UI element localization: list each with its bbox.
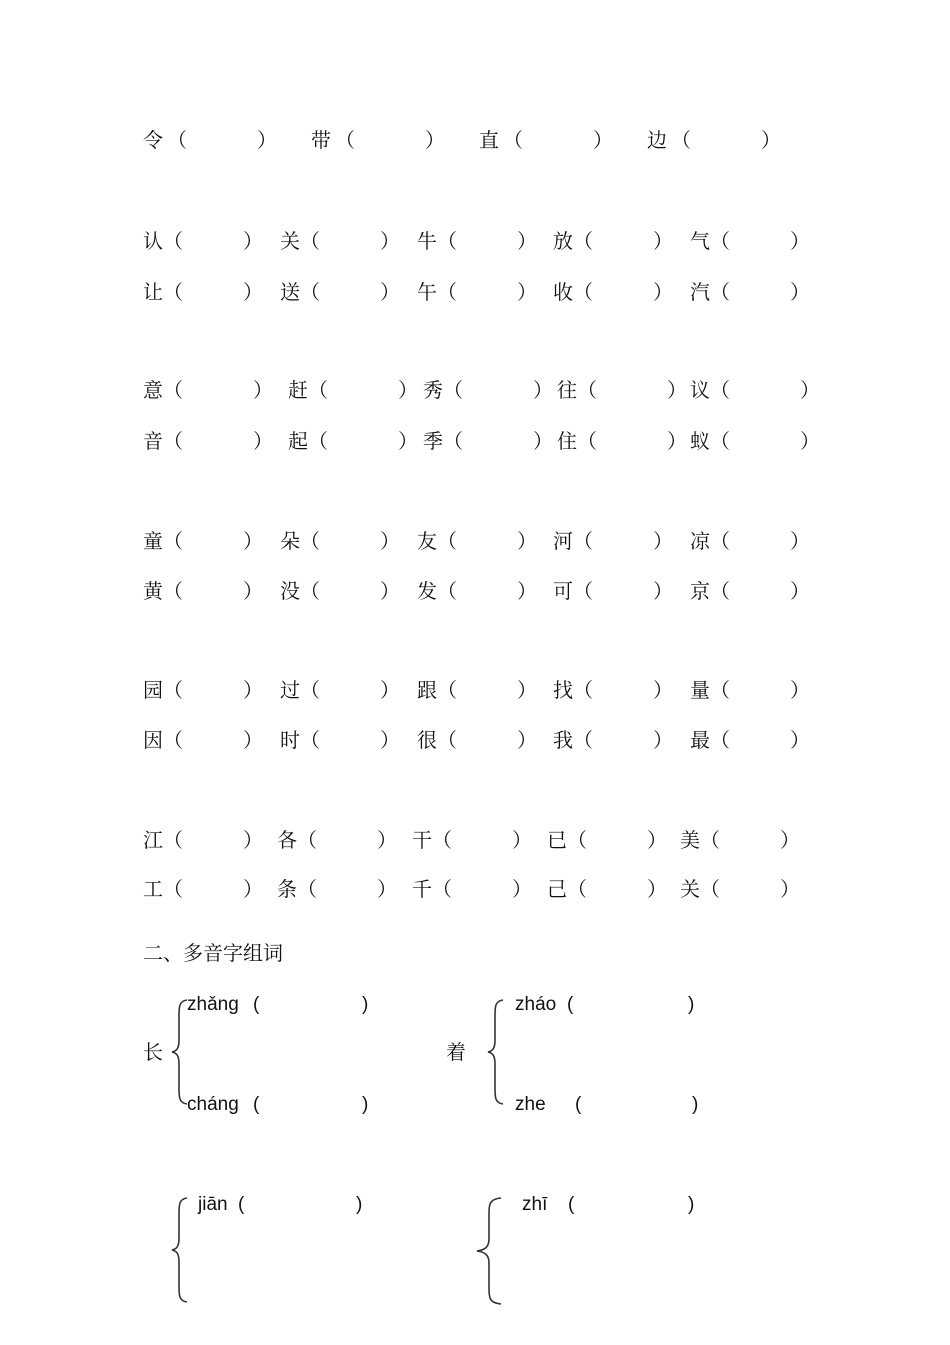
close-paren: ） bbox=[653, 280, 673, 304]
hanzi-char: 河 bbox=[553, 529, 573, 553]
hanzi-char: 边 bbox=[647, 128, 667, 152]
open-paren: （ bbox=[167, 128, 187, 152]
pinyin-answer[interactable] bbox=[515, 991, 705, 1019]
close-paren: ） bbox=[667, 378, 687, 402]
section-heading: 二、多音字组词 bbox=[143, 941, 283, 965]
close-paren: ） bbox=[790, 579, 810, 603]
hanzi-char: 可 bbox=[553, 579, 573, 603]
close-paren: ) bbox=[688, 1194, 695, 1215]
open-paren: （ bbox=[163, 280, 183, 304]
open-paren: （ bbox=[573, 280, 593, 304]
close-paren: ） bbox=[790, 678, 810, 702]
open-paren: （ bbox=[300, 280, 320, 304]
hanzi-char: 因 bbox=[143, 728, 163, 752]
hanzi-char: 议 bbox=[690, 378, 710, 402]
open-paren: （ bbox=[163, 529, 183, 553]
open-paren: （ bbox=[163, 728, 183, 752]
hanzi-char: 往 bbox=[557, 378, 577, 402]
hanzi-char: 友 bbox=[417, 529, 437, 553]
pinyin-answer[interactable] bbox=[187, 1091, 377, 1119]
word-row bbox=[0, 725, 950, 755]
open-paren: （ bbox=[503, 128, 523, 152]
open-paren: （ bbox=[432, 828, 452, 852]
hanzi-char: 放 bbox=[553, 229, 573, 253]
hanzi-char: 午 bbox=[417, 280, 437, 304]
close-paren: ） bbox=[398, 378, 418, 402]
close-paren: ） bbox=[533, 378, 553, 402]
hanzi-char: 已 bbox=[547, 828, 567, 852]
hanzi-char: 令 bbox=[143, 128, 163, 152]
pinyin-label: jiān bbox=[198, 1194, 228, 1215]
open-paren: （ bbox=[671, 128, 691, 152]
word-row bbox=[0, 825, 950, 855]
open-paren: （ bbox=[437, 579, 457, 603]
hanzi-char: 带 bbox=[311, 128, 331, 152]
open-paren: （ bbox=[163, 828, 183, 852]
hanzi-char: 送 bbox=[280, 280, 300, 304]
polyphone-char: 长 bbox=[143, 1040, 163, 1064]
hanzi-char: 京 bbox=[690, 579, 710, 603]
open-paren: ( bbox=[568, 1194, 575, 1215]
close-paren: ） bbox=[517, 579, 537, 603]
open-paren: （ bbox=[700, 877, 720, 901]
hanzi-char: 关 bbox=[680, 877, 700, 901]
word-row bbox=[0, 226, 950, 256]
close-paren: ） bbox=[243, 529, 263, 553]
hanzi-char: 江 bbox=[143, 828, 163, 852]
open-paren: （ bbox=[573, 728, 593, 752]
pinyin-label: zhǎng bbox=[187, 994, 239, 1015]
open-paren: （ bbox=[437, 529, 457, 553]
hanzi-char: 条 bbox=[277, 877, 297, 901]
hanzi-char: 过 bbox=[280, 678, 300, 702]
hanzi-char: 千 bbox=[412, 877, 432, 901]
open-paren: （ bbox=[573, 529, 593, 553]
open-paren: （ bbox=[710, 529, 730, 553]
hanzi-char: 美 bbox=[680, 828, 700, 852]
close-paren: ） bbox=[800, 429, 820, 453]
open-paren: （ bbox=[308, 378, 328, 402]
open-paren: （ bbox=[163, 678, 183, 702]
open-paren: ( bbox=[238, 1194, 245, 1215]
open-paren: （ bbox=[163, 378, 183, 402]
close-paren: ) bbox=[688, 994, 695, 1015]
word-row bbox=[0, 675, 950, 705]
hanzi-char: 跟 bbox=[417, 678, 437, 702]
close-paren: ） bbox=[425, 128, 445, 152]
open-paren: （ bbox=[300, 678, 320, 702]
open-paren: （ bbox=[300, 529, 320, 553]
left-brace-icon bbox=[170, 1196, 190, 1304]
open-paren: （ bbox=[710, 678, 730, 702]
hanzi-char: 各 bbox=[277, 828, 297, 852]
hanzi-char: 工 bbox=[143, 877, 163, 901]
hanzi-char: 秀 bbox=[423, 378, 443, 402]
open-paren: （ bbox=[163, 429, 183, 453]
open-paren: （ bbox=[300, 579, 320, 603]
close-paren: ） bbox=[257, 128, 277, 152]
polyphone-char: 着 bbox=[446, 1040, 466, 1064]
close-paren: ） bbox=[512, 877, 532, 901]
open-paren: （ bbox=[432, 877, 452, 901]
close-paren: ） bbox=[380, 529, 400, 553]
word-row bbox=[0, 125, 950, 155]
open-paren: （ bbox=[573, 678, 593, 702]
close-paren: ） bbox=[253, 429, 273, 453]
hanzi-char: 气 bbox=[690, 229, 710, 253]
close-paren: ） bbox=[517, 678, 537, 702]
close-paren: ） bbox=[243, 280, 263, 304]
hanzi-char: 园 bbox=[143, 678, 163, 702]
hanzi-char: 直 bbox=[479, 128, 499, 152]
word-row bbox=[0, 375, 950, 405]
hanzi-char: 干 bbox=[412, 828, 432, 852]
pinyin-answer[interactable] bbox=[198, 1191, 378, 1219]
open-paren: （ bbox=[573, 229, 593, 253]
pinyin-label: cháng bbox=[187, 1094, 239, 1115]
close-paren: ） bbox=[243, 828, 263, 852]
hanzi-char: 我 bbox=[553, 728, 573, 752]
open-paren: （ bbox=[163, 579, 183, 603]
close-paren: ） bbox=[790, 728, 810, 752]
open-paren: （ bbox=[297, 828, 317, 852]
close-paren: ） bbox=[653, 728, 673, 752]
hanzi-char: 牛 bbox=[417, 229, 437, 253]
hanzi-char: 季 bbox=[423, 429, 443, 453]
word-row bbox=[0, 576, 950, 606]
close-paren: ） bbox=[380, 229, 400, 253]
close-paren: ） bbox=[667, 429, 687, 453]
close-paren: ） bbox=[761, 128, 781, 152]
hanzi-char: 己 bbox=[547, 877, 567, 901]
close-paren: ） bbox=[800, 378, 820, 402]
open-paren: （ bbox=[437, 678, 457, 702]
word-row bbox=[0, 277, 950, 307]
close-paren: ) bbox=[362, 994, 369, 1015]
open-paren: ( bbox=[567, 994, 574, 1015]
hanzi-char: 关 bbox=[280, 229, 300, 253]
close-paren: ） bbox=[380, 728, 400, 752]
open-paren: ( bbox=[575, 1094, 582, 1115]
close-paren: ） bbox=[243, 678, 263, 702]
close-paren: ） bbox=[647, 828, 667, 852]
open-paren: （ bbox=[297, 877, 317, 901]
open-paren: （ bbox=[710, 280, 730, 304]
close-paren: ） bbox=[512, 828, 532, 852]
open-paren: （ bbox=[300, 728, 320, 752]
open-paren: （ bbox=[163, 229, 183, 253]
open-paren: （ bbox=[300, 229, 320, 253]
hanzi-char: 赶 bbox=[288, 378, 308, 402]
hanzi-char: 很 bbox=[417, 728, 437, 752]
close-paren: ) bbox=[692, 1094, 699, 1115]
close-paren: ） bbox=[517, 728, 537, 752]
open-paren: （ bbox=[437, 728, 457, 752]
pinyin-answer[interactable] bbox=[515, 1091, 705, 1119]
hanzi-char: 黄 bbox=[143, 579, 163, 603]
hanzi-char: 找 bbox=[553, 678, 573, 702]
word-row bbox=[0, 526, 950, 556]
close-paren: ） bbox=[398, 429, 418, 453]
open-paren: （ bbox=[700, 828, 720, 852]
pinyin-label: zhī bbox=[522, 1194, 548, 1215]
open-paren: （ bbox=[335, 128, 355, 152]
hanzi-char: 量 bbox=[690, 678, 710, 702]
open-paren: （ bbox=[437, 280, 457, 304]
hanzi-char: 音 bbox=[143, 429, 163, 453]
open-paren: （ bbox=[437, 229, 457, 253]
hanzi-char: 时 bbox=[280, 728, 300, 752]
hanzi-char: 让 bbox=[143, 280, 163, 304]
open-paren: （ bbox=[163, 877, 183, 901]
close-paren: ） bbox=[243, 579, 263, 603]
open-paren: （ bbox=[443, 378, 463, 402]
close-paren: ） bbox=[243, 877, 263, 901]
close-paren: ) bbox=[362, 1094, 369, 1115]
close-paren: ） bbox=[517, 280, 537, 304]
open-paren: （ bbox=[710, 229, 730, 253]
close-paren: ) bbox=[356, 1194, 363, 1215]
word-row bbox=[0, 426, 950, 456]
hanzi-char: 认 bbox=[143, 229, 163, 253]
close-paren: ） bbox=[377, 828, 397, 852]
left-brace-icon bbox=[486, 998, 506, 1106]
pinyin-label: zhe bbox=[515, 1094, 546, 1115]
hanzi-char: 蚁 bbox=[690, 429, 710, 453]
close-paren: ） bbox=[653, 529, 673, 553]
pinyin-label: zháo bbox=[515, 994, 557, 1015]
open-paren: （ bbox=[567, 877, 587, 901]
open-paren: （ bbox=[308, 429, 328, 453]
pinyin-answer[interactable] bbox=[522, 1191, 702, 1219]
close-paren: ） bbox=[380, 280, 400, 304]
hanzi-char: 最 bbox=[690, 728, 710, 752]
close-paren: ） bbox=[253, 378, 273, 402]
close-paren: ） bbox=[243, 728, 263, 752]
hanzi-char: 汽 bbox=[690, 280, 710, 304]
hanzi-char: 意 bbox=[143, 378, 163, 402]
close-paren: ） bbox=[780, 828, 800, 852]
open-paren: （ bbox=[710, 378, 730, 402]
hanzi-char: 童 bbox=[143, 529, 163, 553]
hanzi-char: 住 bbox=[557, 429, 577, 453]
close-paren: ） bbox=[647, 877, 667, 901]
close-paren: ） bbox=[653, 229, 673, 253]
close-paren: ） bbox=[790, 529, 810, 553]
hanzi-char: 发 bbox=[417, 579, 437, 603]
open-paren: （ bbox=[577, 429, 597, 453]
open-paren: （ bbox=[710, 429, 730, 453]
close-paren: ） bbox=[380, 579, 400, 603]
close-paren: ） bbox=[377, 877, 397, 901]
left-brace-icon bbox=[474, 1196, 504, 1306]
close-paren: ） bbox=[380, 678, 400, 702]
hanzi-char: 起 bbox=[288, 429, 308, 453]
close-paren: ） bbox=[533, 429, 553, 453]
close-paren: ） bbox=[790, 280, 810, 304]
pinyin-answer[interactable] bbox=[187, 991, 377, 1019]
open-paren: （ bbox=[573, 579, 593, 603]
close-paren: ） bbox=[517, 529, 537, 553]
close-paren: ） bbox=[593, 128, 613, 152]
close-paren: ） bbox=[243, 229, 263, 253]
close-paren: ） bbox=[517, 229, 537, 253]
open-paren: （ bbox=[443, 429, 463, 453]
close-paren: ） bbox=[653, 579, 673, 603]
hanzi-char: 凉 bbox=[690, 529, 710, 553]
open-paren: （ bbox=[710, 579, 730, 603]
hanzi-char: 收 bbox=[553, 280, 573, 304]
open-paren: （ bbox=[710, 728, 730, 752]
open-paren: ( bbox=[253, 1094, 260, 1115]
hanzi-char: 朵 bbox=[280, 529, 300, 553]
open-paren: （ bbox=[567, 828, 587, 852]
open-paren: ( bbox=[253, 994, 260, 1015]
close-paren: ） bbox=[780, 877, 800, 901]
word-row bbox=[0, 874, 950, 904]
close-paren: ） bbox=[653, 678, 673, 702]
close-paren: ） bbox=[790, 229, 810, 253]
open-paren: （ bbox=[577, 378, 597, 402]
hanzi-char: 没 bbox=[280, 579, 300, 603]
